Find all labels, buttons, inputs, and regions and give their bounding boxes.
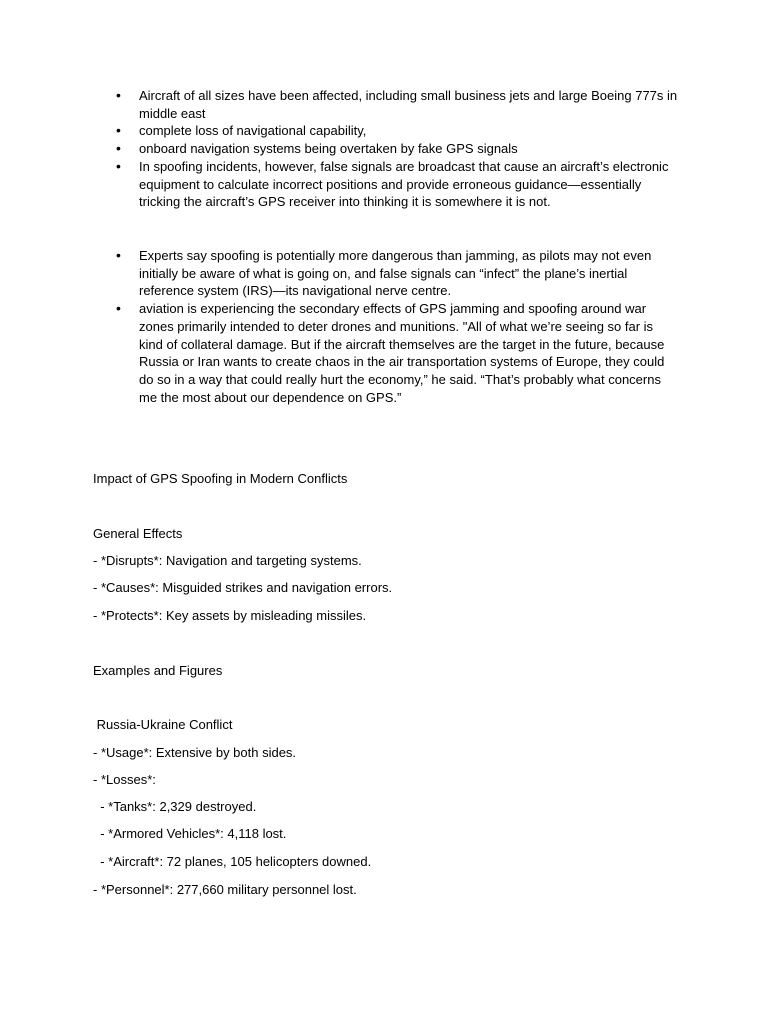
general-effects-item: - *Disrupts*: Navigation and targeting systems.	[93, 553, 362, 568]
bullet-item: • Aircraft of all sizes have been affected, including small business jets and large Boeing 777s in middle east	[139, 87, 679, 122]
russia-ukraine-line: - *Aircraft*: 72 planes, 105 helicopters downed.	[93, 854, 372, 869]
bullet-item: • onboard navigation systems being overtaken by fake GPS signals	[139, 140, 679, 158]
bullet-item: • Experts say spoofing is potentially more dangerous than jamming, as pilots may not even initially be aware of what is going on, and false signals can “infect” the plane’s inertial reference system (IRS)—its navigational nerve centre.	[139, 247, 679, 300]
section-title: Impact of GPS Spoofing in Modern Conflicts	[93, 471, 348, 486]
bullet-item: • complete loss of navigational capability,	[139, 122, 679, 140]
general-effects-item: - *Protects*: Key assets by misleading missiles.	[93, 608, 367, 623]
russia-ukraine-line: - *Usage*: Extensive by both sides.	[93, 745, 297, 760]
russia-ukraine-line: - *Tanks*: 2,329 destroyed.	[93, 799, 257, 814]
russia-ukraine-line: - *Losses*:	[93, 772, 156, 787]
bullet-list-spoofing-danger	[139, 247, 679, 406]
bullet-item: • aviation is experiencing the secondary effects of GPS jamming and spoofing around war zones primarily intended to deter drones and munitions. "All of what we’re seeing so far is kind of collateral damage. But if the aircraft themselves are the target in the future, because Russia or Iran wants to create chaos in the air transportation systems of Europe, they could do so in a way that could really hurt the economy,” he said. “That’s probably what concerns me the most about our dependence on GPS.”	[139, 300, 679, 406]
russia-ukraine-heading: Russia-Ukraine Conflict	[93, 717, 233, 732]
general-effects-item: - *Causes*: Misguided strikes and navigation errors.	[93, 580, 393, 595]
bullet-item: • In spoofing incidents, however, false signals are broadcast that cause an aircraft’s electronic equipment to calculate incorrect positions and provide erroneous guidance—essentially tricking the aircraft’s GPS receiver into thinking it is somewhere it is not.	[139, 158, 679, 211]
general-effects-heading: General Effects	[93, 526, 183, 541]
russia-ukraine-line: - *Armored Vehicles*: 4,118 lost.	[93, 826, 287, 841]
russia-ukraine-line: - *Personnel*: 277,660 military personnel lost.	[93, 882, 357, 897]
bullet-list-aircraft-effects	[139, 87, 679, 211]
examples-heading: Examples and Figures	[93, 663, 223, 678]
